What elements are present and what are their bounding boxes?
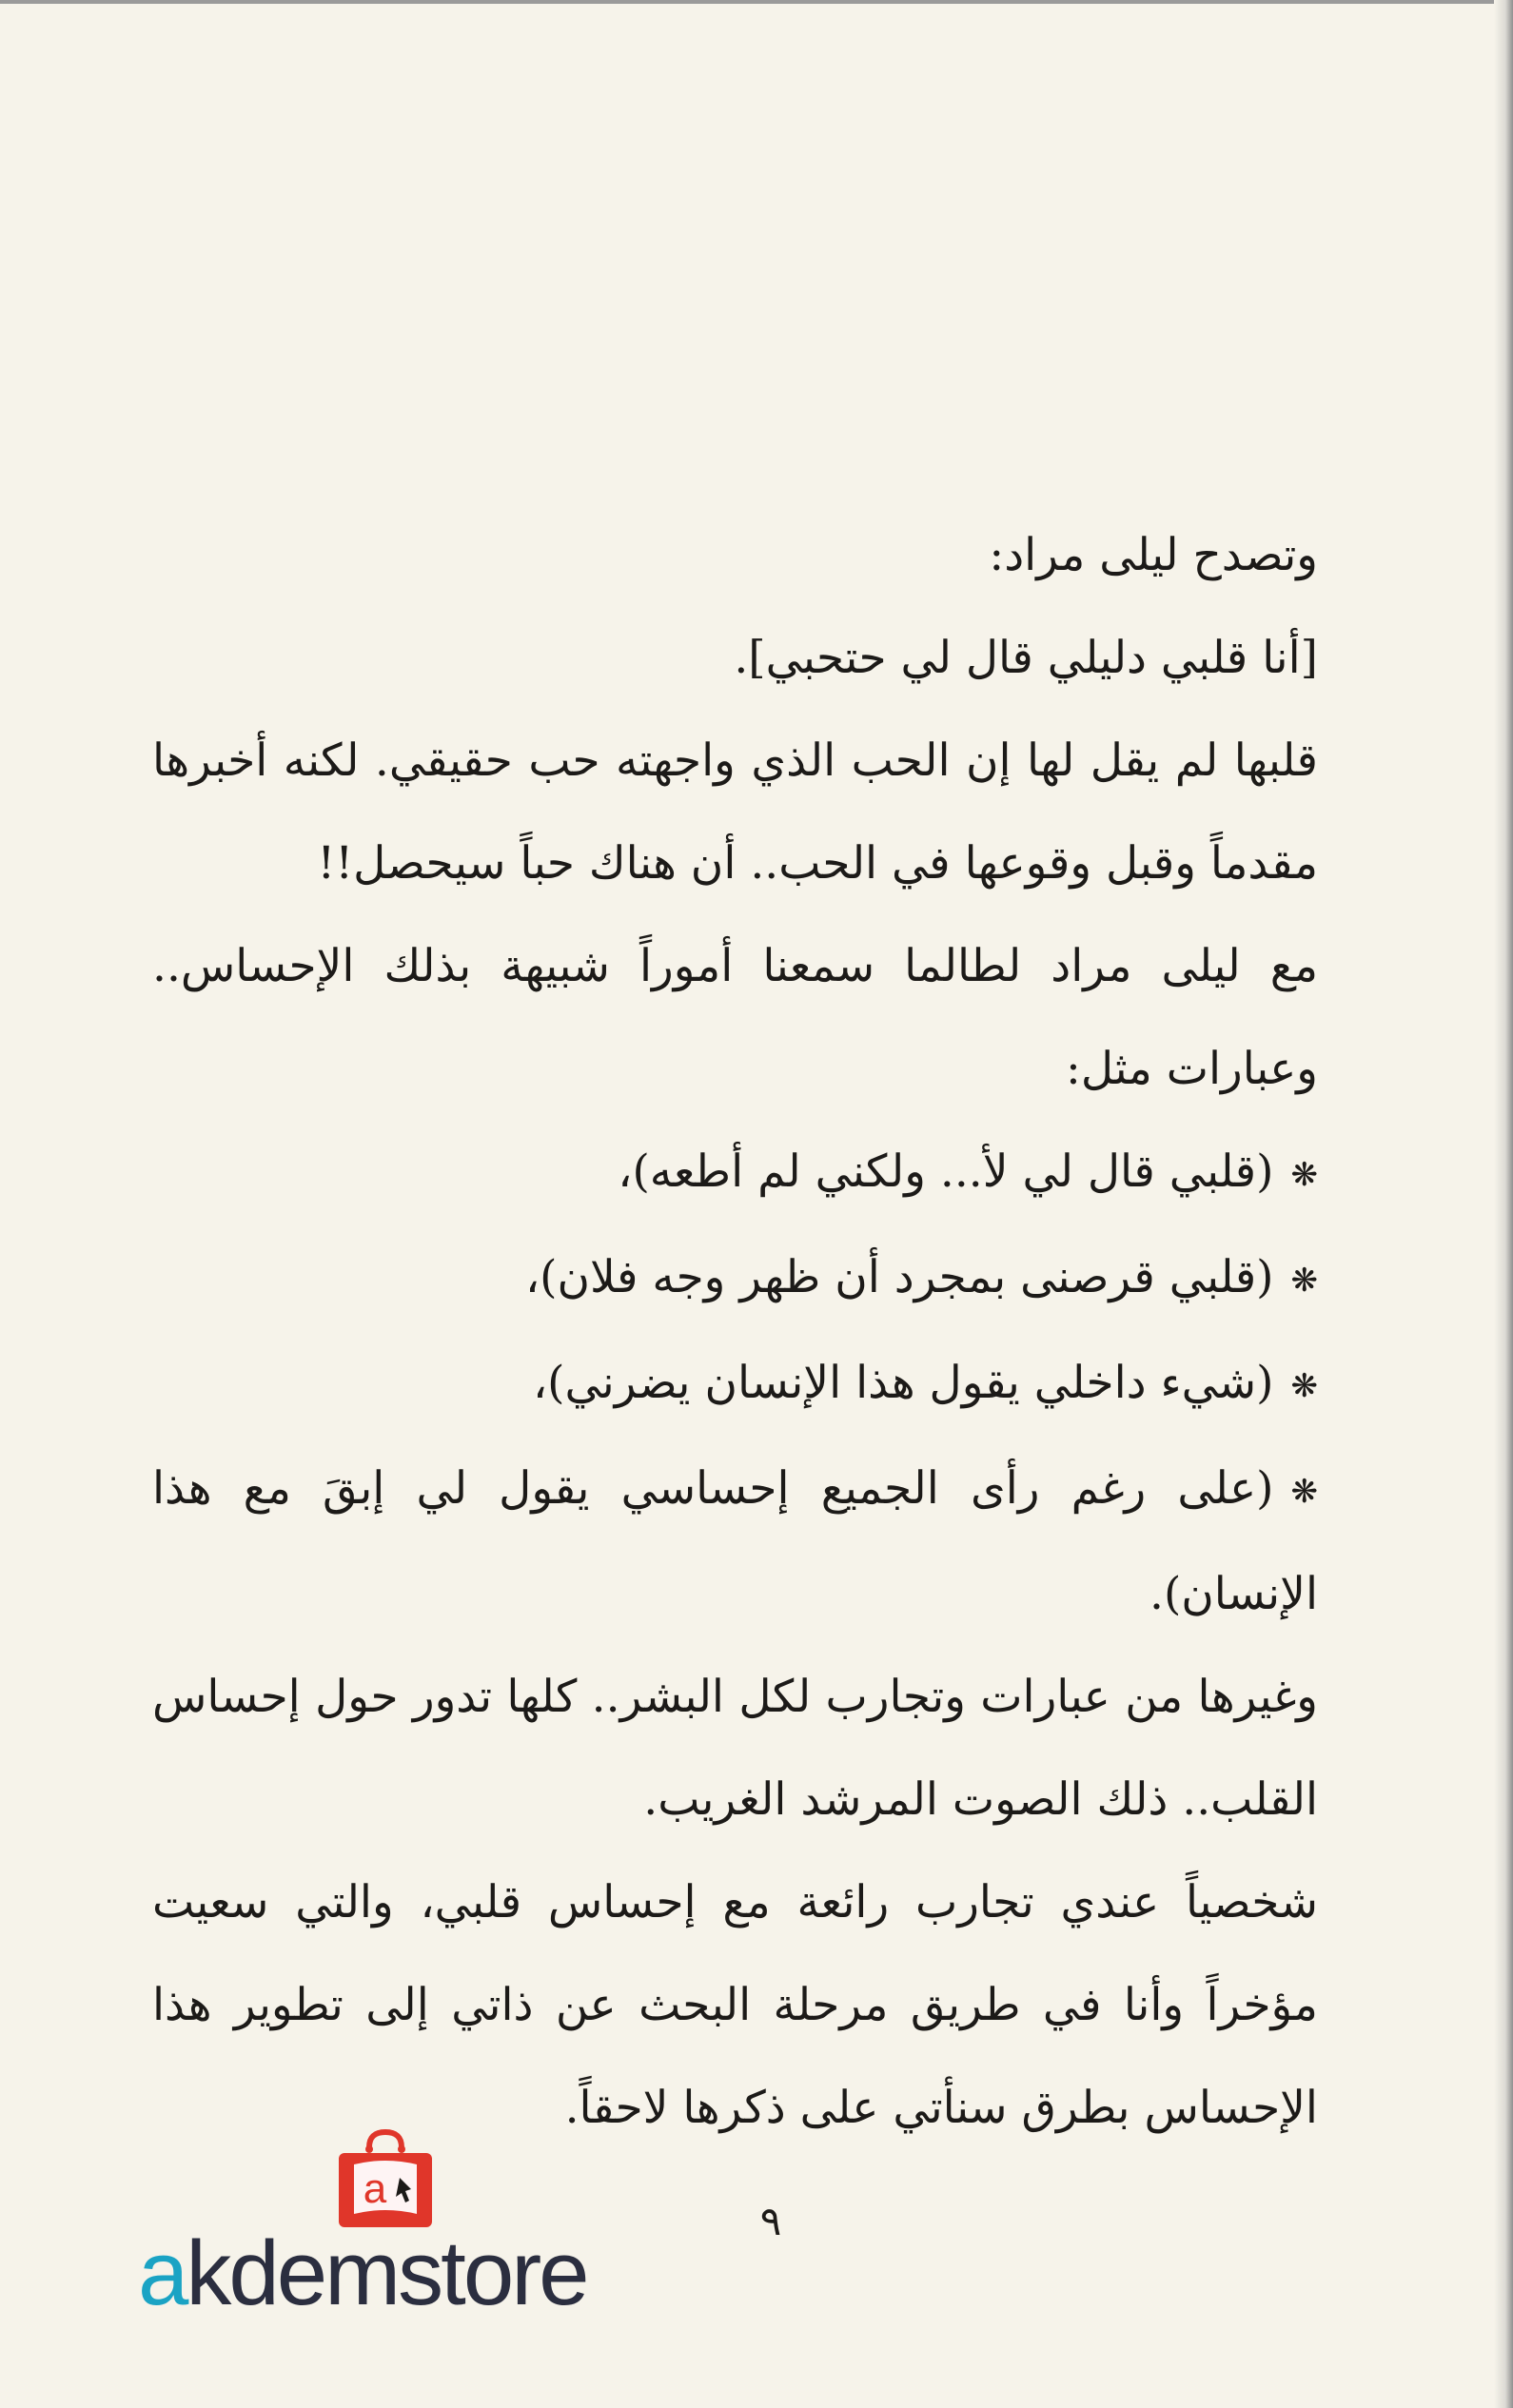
paragraph-3: قلبها لم يقل لها إن الحب الذي واجهته حب حقيقي. لكنه أخبرها مقدماً وقبل وقوعها في الحب.. أن هناك حباً سيحصل!! — [152, 734, 1318, 890]
shopping-bag-icon — [333, 2126, 438, 2231]
paragraph-5: وغيرها من عبارات وتجارب لكل البشر.. كلها تدور حول إحساس القلب.. ذلك الصوت المرشد الغريب. — [152, 1671, 1318, 1826]
paragraph-6: شخصياً عندي تجارب رائعة مع إحساس قلبي، والتي سعيت مؤخراً وأنا في طريق مرحلة البحث عن ذاتي إلى تطوير هذا الإحساس بطرق سنأتي على ذكرها لاحقاً. — [152, 1876, 1318, 2134]
asterisk-icon: ❋ — [1290, 1367, 1318, 1405]
page-number: ٩ — [759, 2198, 782, 2244]
bullet-item-2 — [152, 1226, 1399, 1332]
page-top-edge — [0, 0, 1513, 4]
bullet-item-4 — [152, 1438, 1399, 1646]
bullet-text: (قلبي قال لي لأ... ولكني لم أطعه)، — [618, 1145, 1274, 1198]
bullet-text: (على رغم رأى الجميع إحساسي يقول لي إبقَ مع هذا الإنسان). — [152, 1462, 1318, 1620]
asterisk-icon: ❋ — [1290, 1156, 1318, 1194]
paragraph-1: وتصدح ليلى مراد: — [989, 529, 1318, 581]
bullet-item-3 — [152, 1332, 1399, 1438]
asterisk-icon: ❋ — [1290, 1262, 1318, 1300]
bullet-text: (قلبي قرصنى بمجرد أن ظهر وجه فلان)، — [524, 1251, 1274, 1303]
bullet-text: (شيء داخلي يقول هذا الإنسان يضرني)، — [532, 1357, 1274, 1409]
asterisk-icon: ❋ — [1290, 1473, 1318, 1511]
paragraph-4: مع ليلى مراد لطالما سمعنا أموراً شبيهة بذلك الإحساس.. وعبارات مثل: — [152, 940, 1318, 1095]
akdemstore-watermark-logo — [138, 2126, 633, 2326]
page-right-edge — [1494, 0, 1513, 2408]
logo-wordmark — [138, 2222, 587, 2326]
paragraph-2: [أنا قلبي دليلي قال لي حتحبي]. — [734, 632, 1318, 684]
logo-wordmark-a: a — [138, 2222, 187, 2324]
page-body-text — [152, 504, 1399, 2160]
logo-bag-letter: a — [363, 2165, 387, 2212]
bullet-item-1 — [152, 1121, 1399, 1226]
logo-wordmark-rest: kdemstore — [186, 2222, 587, 2324]
